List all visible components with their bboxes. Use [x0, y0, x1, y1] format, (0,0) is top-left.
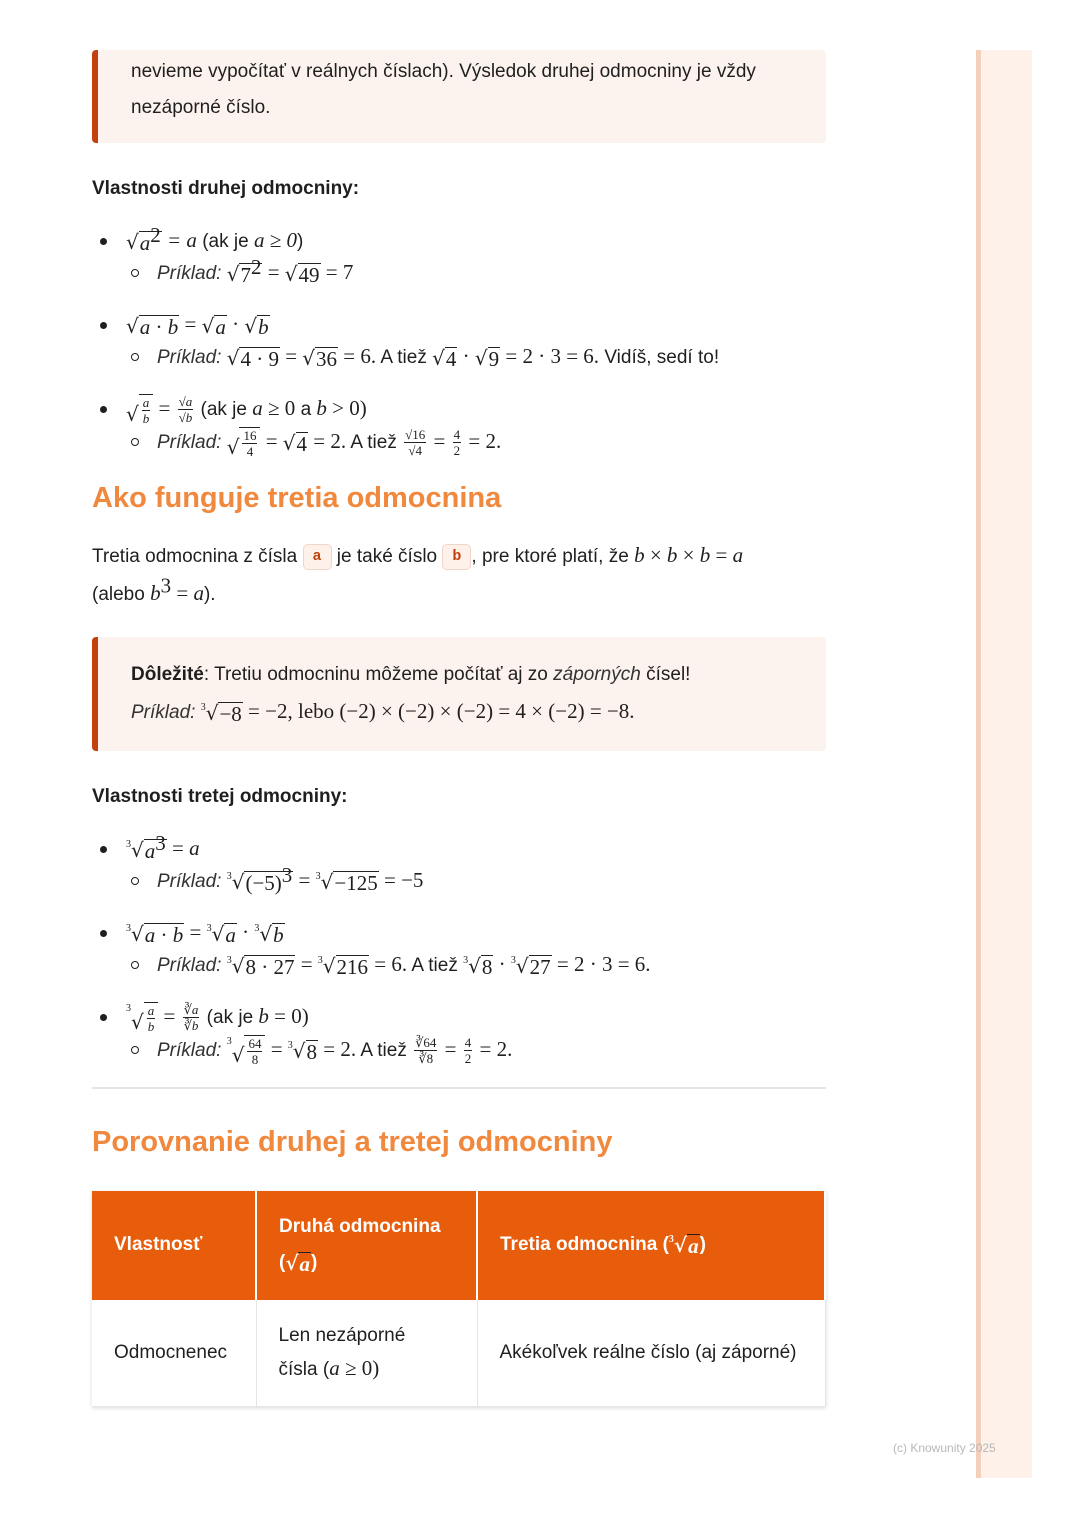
fraction: $\frac{√a}{√b}$	[178, 394, 193, 426]
bullet	[100, 322, 107, 329]
list-item-rule: √ $\frac{a}{b}$ = $\frac{√a}{√b}$ (ak je a ≥ 0 a b > 0)	[92, 393, 826, 426]
inline-code: a	[303, 544, 332, 570]
cube-root: 3 √ 27	[510, 953, 551, 979]
list-subitem: Príklad: 3 √ 8 · 27 = 3 √ 216 = 6. A tiež 3 √ 8 · 3 √ 27 = 2 · 3 = 6.	[92, 949, 826, 981]
column-header: Vlastnosť	[92, 1191, 256, 1300]
square-root: √ 4 · 9	[226, 345, 279, 371]
square-root: √ $7^2$	[226, 254, 262, 287]
bullet	[100, 238, 107, 245]
fraction: $\frac{4}{2}$	[453, 427, 461, 459]
square-root: √ a	[201, 313, 226, 339]
cube-root: 3 √ $\frac{64}{8}$	[227, 1035, 266, 1067]
fraction: $\frac{4}{2}$	[464, 1035, 472, 1067]
bullet	[131, 353, 139, 361]
cube-intro-paragraph: Tretia odmocnina z čísla a je také číslo b , pre ktoré platí, že b × b × b = a (alebo $b^3 = a$).	[92, 542, 744, 605]
list-item	[92, 830, 826, 897]
fraction: $\frac{∛64}{∛8}$	[415, 1035, 437, 1067]
table-cell: Odmocnenec	[92, 1300, 256, 1407]
square-root: √ a	[285, 1251, 310, 1277]
bullet	[131, 1046, 139, 1054]
square-root: √ 4	[432, 345, 457, 371]
bullet	[131, 269, 139, 277]
list-item	[92, 222, 826, 289]
bullet	[100, 846, 107, 853]
bullet	[100, 406, 107, 413]
list-item	[92, 917, 826, 981]
cube-root: 3 √ b	[254, 921, 284, 947]
fraction: $\frac{a}{b}$	[147, 1002, 155, 1034]
cube-props-heading: Vlastnosti tretej odmocniny:	[92, 785, 348, 807]
cube-props-list	[92, 830, 826, 1067]
main-content	[92, 50, 826, 1407]
list-item-rule: 3 √ $\frac{a}{b}$ = $\frac{∛a}{∛b}$ (ak je b = 0)	[92, 1001, 826, 1034]
square-root: √ a · b	[126, 313, 179, 339]
heading-comparison: Porovnanie druhej a tretej odmocniny	[92, 1125, 613, 1158]
cube-root: 3 √ 8	[463, 953, 493, 979]
side-strip	[976, 50, 1032, 1478]
list-subitem: Príklad: 3 √ $(-5)^3$ = 3 √ −125 = −5	[92, 865, 826, 897]
table-header-row	[92, 1191, 825, 1300]
square-root: √ 4	[282, 430, 308, 456]
bullet	[131, 438, 139, 446]
square-root: √ $a^2$	[126, 222, 161, 255]
square-root: √ 49	[284, 261, 320, 287]
cube-root: 3 √ $\frac{a}{b}$	[126, 1002, 158, 1034]
heading-cube-root: Ako funguje tretia odmocnina	[92, 481, 502, 514]
cube-root: 3 √ −125	[315, 869, 378, 895]
square-root: √ $\frac{a}{b}$	[126, 394, 153, 426]
inline-code: b	[442, 544, 471, 570]
table-cell: Akékoľvek reálne číslo (aj záporné)	[477, 1300, 825, 1407]
table-row	[92, 1300, 825, 1407]
cube-root: 3 √ 8	[287, 1038, 318, 1064]
fraction: $\frac{∛a}{∛b}$	[183, 1002, 199, 1034]
square-root: √ $\frac{16}{4}$	[227, 427, 261, 459]
cube-root: 3 √ 216	[317, 953, 369, 979]
bullet	[131, 961, 139, 969]
callout-note: nevieme vypočítať v reálnych číslach). Výsledok druhej odmocniny je vždy nezáporné číslo.	[92, 50, 826, 143]
list-subitem: Príklad: √ $\frac{16}{4}$ = √ 4 = 2. A tiež $\frac{√16}{√4}$ = $\frac{4}{2}$ = 2.	[92, 426, 826, 459]
list-subitem: Príklad: 3 √ $\frac{64}{8}$ = 3 √ 8 = 2. A tiež $\frac{∛64}{∛8}$ = $\frac{4}{2}$ = 2.	[92, 1034, 826, 1067]
fraction: $\frac{a}{b}$	[142, 394, 150, 426]
square-root: √ 9	[474, 345, 500, 371]
list-item-rule: 3 √ a · b = 3 √ a · 3 √ b	[92, 917, 826, 949]
list-subitem: Príklad: √ 4 · 9 = √ 36 = 6. A tiež √ 4 · √ 9 = 2 · 3 = 6. Vidíš, sedí to!	[92, 341, 826, 373]
column-header: Druhá odmocnina ( √ a )	[256, 1191, 477, 1300]
list-item	[92, 393, 826, 459]
square-root: √ b	[244, 313, 269, 339]
list-item-rule: √ a · b = √ a · √ b	[92, 309, 826, 341]
fraction: $\frac{64}{8}$	[248, 1035, 262, 1067]
cube-root: 3 √ a	[668, 1233, 699, 1259]
bullet	[100, 930, 107, 937]
list-item-rule: 3 √ $a^3$ = a	[92, 833, 826, 865]
divider	[92, 1087, 826, 1089]
comparison-table	[92, 1191, 826, 1407]
square-props-heading: Vlastnosti druhej odmocniny:	[92, 178, 360, 199]
list-subitem: Príklad: √ $7^2$ = √ 49 = 7	[92, 257, 826, 289]
cube-root: 3 √ 8 · 27	[226, 953, 295, 979]
cube-root: 3 √ −8	[200, 700, 242, 726]
cube-root: 3 √ $a^3$	[126, 830, 166, 863]
list-item	[92, 309, 826, 373]
fraction: $\frac{√16}{√4}$	[405, 427, 426, 459]
square-props-list	[92, 222, 826, 459]
bullet	[100, 1014, 107, 1021]
column-header: Tretia odmocnina ( 3 √ a )	[477, 1191, 825, 1300]
list-item	[92, 1001, 826, 1067]
bullet	[131, 877, 139, 885]
cube-root: 3 √ a	[206, 921, 236, 947]
list-item-rule: √ $a^2$ = a (ak je a ≥ 0)	[92, 225, 826, 257]
watermark: (c) Knowunity 2025	[893, 1441, 996, 1455]
cube-root: 3 √ $(-5)^3$	[226, 862, 293, 895]
callout-important: Dôležité: Tretiu odmocninu môžeme počítať aj zo záporných čísel! Príklad: 3 √ −8 = −2, lebo (−2) × (−2) × (−2) = 4 × (−2) = −8.	[92, 637, 826, 751]
table-cell: Len nezáporné čísla (a ≥ 0)	[256, 1300, 477, 1407]
square-root: √ 36	[302, 345, 338, 371]
fraction: $\frac{16}{4}$	[243, 427, 257, 459]
cube-root: 3 √ a · b	[126, 921, 184, 947]
